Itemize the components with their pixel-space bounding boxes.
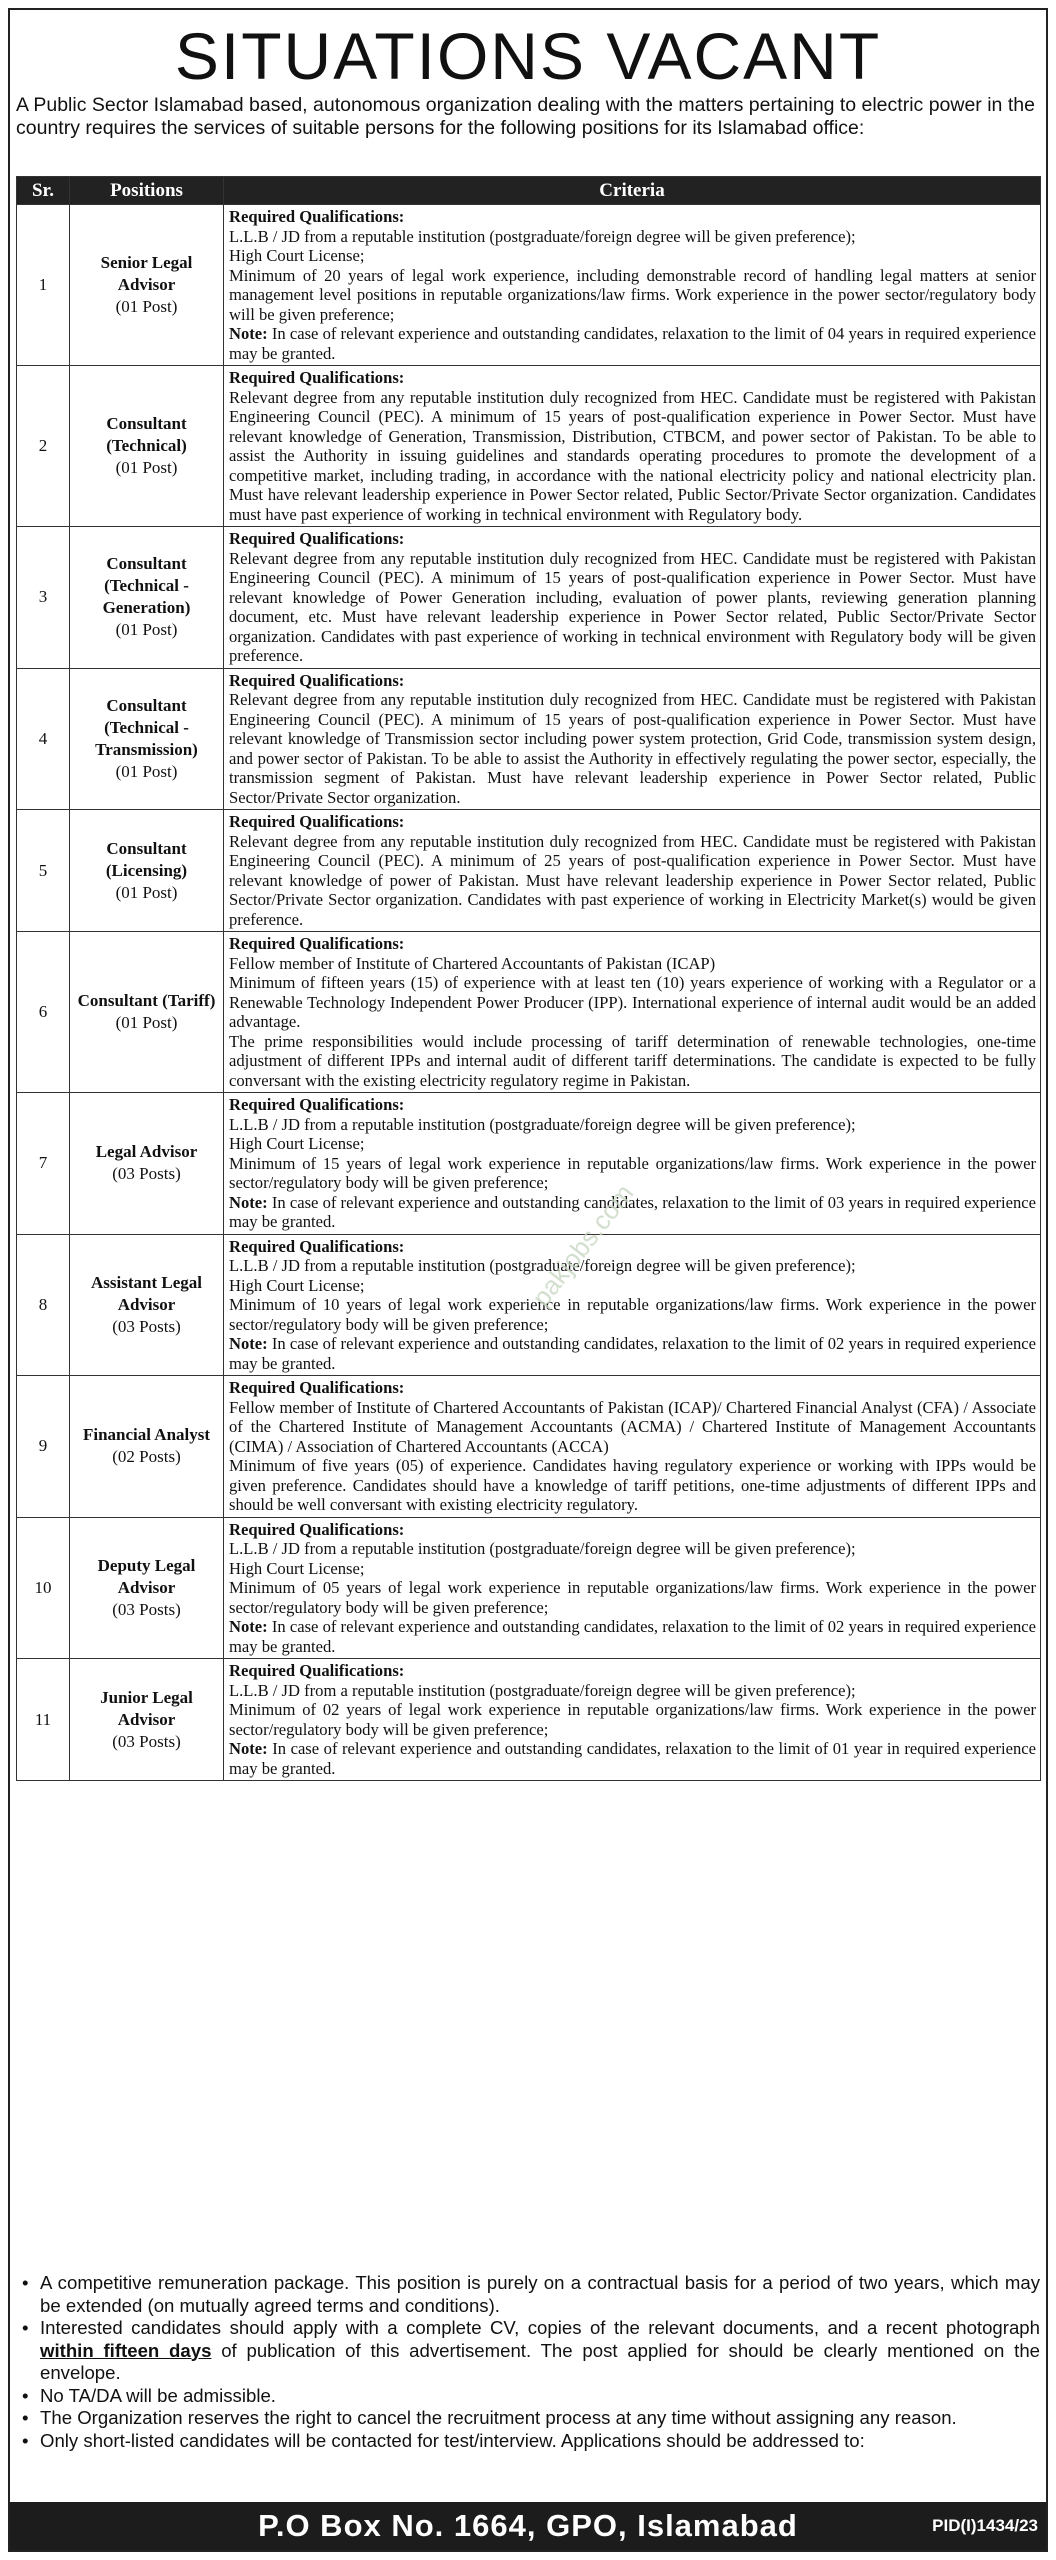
row-number: 10 (17, 1517, 70, 1659)
criteria-note (229, 1617, 1036, 1656)
table-row (17, 1093, 1041, 1235)
criteria-cell (224, 810, 1041, 932)
post-count: (02 Posts) (112, 1447, 181, 1467)
required-qualifications-heading: Required Qualifications: (229, 368, 405, 387)
position-cell (70, 668, 224, 810)
footer-bullet: • Only short-listed candidates will be contacted for test/interview. Applications should be addressed to: (40, 2430, 1040, 2453)
row-number: 9 (17, 1376, 70, 1518)
position-title: Junior Legal Advisor (100, 1687, 193, 1729)
criteria-line: L.L.B / JD from a reputable institution (postgraduate/foreign degree will be given preference); (229, 1539, 856, 1558)
note-label: Note: (229, 1617, 268, 1636)
table-row (17, 1234, 1041, 1376)
criteria-line: Minimum of 05 years of legal work experience in reputable organizations/law firms. Work experience in the power sector/regulatory body will be given preference; (229, 1578, 1036, 1617)
position-title: Deputy Legal Advisor (97, 1555, 196, 1597)
note-label: Note: (229, 1739, 268, 1758)
row-number: 1 (17, 205, 70, 366)
row-number: 7 (17, 1093, 70, 1235)
table-row (17, 668, 1041, 810)
criteria-line: Relevant degree from any reputable institution duly recognized from HEC. Candidate must be registered with Pakistan Engineering Council (PEC). A minimum of 25 years of post-qualification experience in Power Sector. Must have relevant knowledge of power of Pakistan. Must have relevant leadership experience in Power Sector related, Public Sector/Private Sector organization. Candidates with past experience of working in Electricity Market(s) would be given preference. (229, 831, 1036, 929)
criteria-line: Fellow member of Institute of Chartered Accountants of Pakistan (ICAP) (229, 953, 716, 973)
post-count: (01 Post) (115, 882, 178, 902)
criteria-cell (224, 527, 1041, 669)
criteria-note (229, 1739, 1036, 1778)
positions-table (16, 176, 1041, 1781)
post-count: (03 Posts) (112, 1164, 181, 1184)
position-title: Legal Advisor (95, 1142, 198, 1162)
criteria-line: Relevant degree from any reputable institution duly recognized from HEC. Candidate must be registered with Pakistan Engineering Council (PEC). A minimum of 15 years of post-qualification experience in Power Sector. Must have relevant knowledge of Transmission sector including power system protection, Grid Code, transmission system design, and power sector of Pakistan. To be able to assist the Authority in effectively regulating the power sector, especially, the transmission segment of Pakistan. Must have relevant leadership experience in Power Sector related, Public Sector/Private Sector organization. (229, 690, 1036, 807)
post-count: (03 Posts) (112, 1316, 181, 1336)
criteria-line: Minimum of 10 years of legal work experience in reputable organizations/law firms. Work experience in the power sector/regulatory body will be given preference; (229, 1295, 1036, 1334)
deadline-text: within fifteen days (40, 2339, 212, 2361)
criteria-cell (224, 205, 1041, 366)
position-title: Consultant (Technical) (106, 414, 187, 455)
criteria-line: High Court License; (229, 1134, 365, 1153)
position-title: Senior Legal Advisor (100, 253, 193, 294)
criteria-line: Fellow member of Institute of Chartered Accountants of Pakistan (ICAP)/ Chartered Financial Analyst (CFA) / Associate of the Chartered Institute of Management Accountants (ACMA) / Chartered Institute of Management Accountants (CIMA) / Association of Chartered Accountants (ACCA) (229, 1397, 1036, 1456)
note-text: In case of relevant experience and outstanding candidates, relaxation to the limit of 02 years in required experience may be granted. (229, 1617, 1037, 1656)
criteria-line: L.L.B / JD from a reputable institution (postgraduate/foreign degree will be given preference); (229, 1256, 856, 1275)
note-text: In case of relevant experience and outstanding candidates, relaxation to the limit of 01 year in required experience may be granted. (229, 1739, 1036, 1778)
position-title: Consultant (Licensing) (105, 838, 188, 880)
table-row (17, 932, 1041, 1093)
position-cell (70, 1234, 224, 1376)
header-sr: Sr. (17, 177, 70, 205)
post-count: (03 Posts) (112, 1731, 181, 1751)
required-qualifications-heading: Required Qualifications: (229, 1095, 405, 1114)
criteria-cell (224, 1659, 1041, 1781)
row-number: 3 (17, 527, 70, 669)
post-count: (01 Post) (115, 458, 178, 477)
required-qualifications-heading: Required Qualifications: (229, 1661, 405, 1680)
footer-text: of publication of this advertisement. The post applied for should be clearly mentioned on the envelope. (40, 2339, 1040, 2383)
required-qualifications-heading: Required Qualifications: (229, 670, 405, 690)
address: P.O Box No. 1664, GPO, Islamabad (258, 2508, 798, 2543)
row-number: 2 (17, 366, 70, 527)
post-count: (01 Post) (115, 1013, 178, 1032)
criteria-cell (224, 932, 1041, 1093)
table-row (17, 1517, 1041, 1659)
criteria-note (229, 1334, 1036, 1373)
criteria-line: Minimum of 15 years of legal work experience in reputable organizations/law firms. Work experience in the power sector/regulatory body will be given preference; (229, 1153, 1036, 1192)
required-qualifications-heading: Required Qualifications: (229, 1519, 405, 1539)
header-criteria: Criteria (224, 177, 1041, 205)
row-number: 11 (17, 1659, 70, 1781)
position-cell (70, 810, 224, 932)
position-cell (70, 1376, 224, 1518)
criteria-line: Relevant degree from any reputable institution duly recognized from HEC. Candidate must be registered with Pakistan Engineering Council (PEC). A minimum of 15 years of post-qualification experience in Power Sector. Must have relevant knowledge of Generation, Transmission, Distribution, CTBCM, and power sector of Pakistan. To be able to assist the Authority in issuing guidelines and standards operating procedures to promote the development of a competitive market, including trading, in accordance with the national electricity policy and national electricity plan. Must have relevant leadership experience in Power Sector related, Public Sector/Private Sector organization. Candidates must have past experience of working in technical environment with Regulatory body. (229, 387, 1036, 524)
position-cell (70, 1659, 224, 1781)
table-header-row (17, 177, 1041, 205)
footer-bullet: • A competitive remuneration package. This position is purely on a contractual basis for a period of two years, which may be extended (on mutually agreed terms and conditions). (40, 2272, 1040, 2317)
required-qualifications-heading: Required Qualifications: (229, 529, 405, 548)
table-row (17, 1376, 1041, 1518)
criteria-line: Minimum of fifteen years (15) of experience with at least ten (10) years experience of working with a Regulator or a Renewable Technology Independent Power Producer (IPP). International experience of internal audit would be an added advantage. (229, 973, 1036, 1031)
table-row (17, 527, 1041, 669)
table-row (17, 205, 1041, 366)
watermark: pakjobs.com (525, 1178, 640, 1312)
criteria-line: L.L.B / JD from a reputable institution (postgraduate/foreign degree will be given preference); (229, 1680, 856, 1700)
headline: SITUATIONS VACANT (174, 19, 882, 93)
criteria-line: Minimum of 02 years of legal work experience in reputable organizations/law firms. Work experience in the power sector/regulatory body will be given preference; (229, 1700, 1036, 1739)
position-cell (70, 1517, 224, 1659)
row-number: 6 (17, 932, 70, 1093)
position-title: Assistant Legal Advisor (91, 1272, 202, 1314)
criteria-line: Minimum of 20 years of legal work experience, including demonstrable record of handling legal matters at senior management level positions in reputable organizations/law firms. Work experience in the power sector/regulatory body will be given preference; (229, 265, 1036, 324)
position-title: Financial Analyst (82, 1425, 211, 1445)
position-title: Consultant (Technical - Generation) (102, 554, 191, 618)
post-count: (03 Posts) (112, 1599, 181, 1619)
post-count: (01 Post) (115, 297, 178, 316)
row-number: 5 (17, 810, 70, 932)
criteria-line: L.L.B / JD from a reputable institution (postgraduate/foreign degree will be given preference); (229, 226, 856, 246)
criteria-line: The prime responsibilities would include processing of tariff determination of renewable technologies, one-time adjustment of different IPPs and internal audit of different tariff determinations. The candidate is expected to be fully conversant with the existing electricity regulatory regime in Pakistan. (229, 1031, 1036, 1090)
note-label: Note: (229, 1334, 268, 1353)
criteria-line: L.L.B / JD from a reputable institution (postgraduate/foreign degree will be given preference); (229, 1114, 856, 1134)
criteria-line: High Court License; (229, 1558, 365, 1578)
criteria-line: Minimum of five years (05) of experience. Candidates having regulatory experience or working with IPPs would be given preference. Candidates should have a knowledge of tariff petitions, one-time adjustments of different IPPs and should be well conversant with existing electricity regulatory. (229, 1456, 1036, 1514)
criteria-cell (224, 668, 1041, 810)
criteria-cell (224, 1093, 1041, 1235)
required-qualifications-heading: Required Qualifications: (229, 812, 405, 831)
intro-text: A Public Sector Islamabad based, autonomous organization dealing with the matters pertaining to electric power in the country requires the services of suitable persons for the following positions for its Islamabad office: (16, 94, 1035, 139)
row-number: 8 (17, 1234, 70, 1376)
footer-bullet: • No TA/DA will be admissible. (40, 2385, 1040, 2408)
criteria-cell (224, 1234, 1041, 1376)
position-cell (70, 527, 224, 669)
criteria-cell (224, 366, 1041, 527)
table-row (17, 366, 1041, 527)
position-cell (70, 366, 224, 527)
post-count: (01 Post) (115, 761, 178, 781)
post-count: (01 Post) (115, 620, 178, 640)
position-cell (70, 1093, 224, 1235)
table-row (17, 1659, 1041, 1781)
row-number: 4 (17, 668, 70, 810)
table-row (17, 810, 1041, 932)
criteria-line: High Court License; (229, 246, 365, 265)
note-text: In case of relevant experience and outstanding candidates, relaxation to the limit of 03 years in required experience may be granted. (229, 1192, 1037, 1231)
footer-text: Interested candidates should apply with a complete CV, copies of the relevant documents, and a recent photograph (40, 2317, 1040, 2338)
pid-code: PID(I)1434/23 (932, 2516, 1038, 2535)
criteria-note (229, 324, 1036, 363)
address-bar (10, 2502, 1046, 2550)
header-positions: Positions (70, 177, 224, 205)
criteria-line: High Court License; (229, 1275, 365, 1295)
position-title: Consultant (Technical - Transmission) (95, 695, 198, 759)
required-qualifications-heading: Required Qualifications: (229, 1236, 405, 1256)
criteria-cell (224, 1517, 1041, 1659)
note-label: Note: (229, 1192, 268, 1212)
criteria-line: Relevant degree from any reputable institution duly recognized from HEC. Candidate must be registered with Pakistan Engineering Council (PEC). A minimum of 15 years of post-qualification experience in Power Sector. Must have relevant knowledge of Power Generation including, evaluation of power plants, reviewing generation planning document, etc. Must have relevant leadership experience in Power Sector related, Public Sector/Private Sector organization. Candidates with past experience of working in technical environment with Regulatory body will be given preference. (229, 548, 1036, 665)
required-qualifications-heading: Required Qualifications: (229, 934, 405, 953)
note-text: In case of relevant experience and outstanding candidates, relaxation to the limit of 02 years in required experience may be granted. (229, 1334, 1037, 1373)
required-qualifications-heading: Required Qualifications: (229, 1378, 405, 1397)
footer-notes (16, 2272, 1040, 2452)
position-cell (70, 205, 224, 366)
note-label: Note: (229, 324, 268, 343)
position-cell (70, 932, 224, 1093)
advertisement (8, 8, 1048, 2552)
footer-bullet: • The Organization reserves the right to cancel the recruitment process at any time without assigning any reason. (40, 2407, 1040, 2430)
criteria-note (229, 1193, 1036, 1232)
footer-bullet (40, 2317, 1040, 2385)
position-title: Consultant (Tariff) (77, 991, 216, 1010)
required-qualifications-heading: Required Qualifications: (229, 207, 405, 226)
criteria-cell (224, 1376, 1041, 1518)
note-text: In case of relevant experience and outstanding candidates, relaxation to the limit of 04 years in required experience may be granted. (229, 324, 1037, 363)
